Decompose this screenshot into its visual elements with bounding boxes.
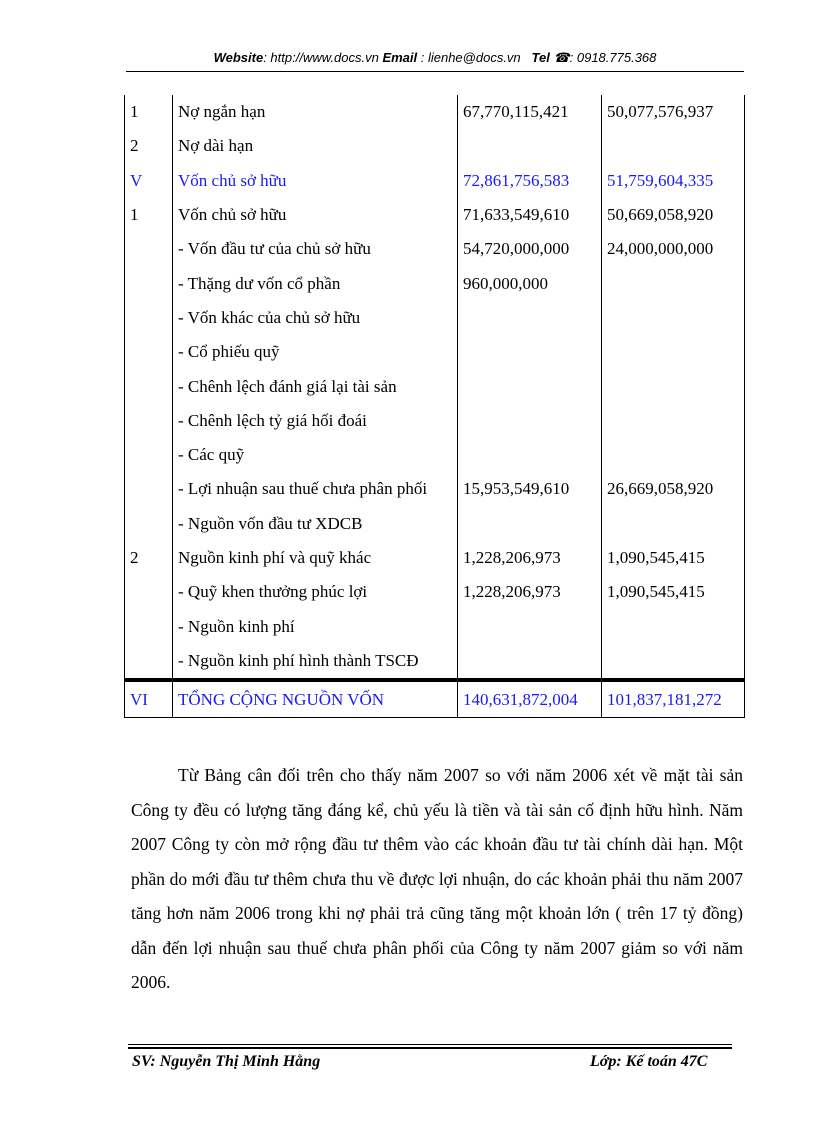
row-item: - Nguồn kinh phí [173, 609, 458, 643]
row-code: 1 [125, 95, 173, 129]
row-value-2007 [458, 438, 602, 472]
row-value-2006 [602, 404, 745, 438]
row-value-2006: 51,759,604,335 [602, 164, 745, 198]
tel-label: Tel [531, 50, 550, 65]
row-item: Nợ dài hạn [173, 129, 458, 163]
row-code [125, 438, 173, 472]
table-row [125, 680, 745, 718]
row-code [125, 609, 173, 643]
row-code: 1 [125, 198, 173, 232]
capital-table-body [125, 95, 745, 718]
row-item: Nợ ngắn hạn [173, 95, 458, 129]
row-value-2007 [458, 335, 602, 369]
row-item: - Chênh lệch tỷ giá hối đoái [173, 404, 458, 438]
row-value-2006 [602, 266, 745, 300]
row-item: - Quỹ khen thưởng phúc lợi [173, 575, 458, 609]
row-value-2007 [458, 644, 602, 680]
tel-value: ☎: 0918.775.368 [553, 50, 657, 65]
table-row [125, 301, 745, 335]
row-value-2007: 15,953,549,610 [458, 472, 602, 506]
row-item: - Các quỹ [173, 438, 458, 472]
row-value-2006: 101,837,181,272 [602, 680, 745, 718]
row-item: - Nguồn vốn đầu tư XDCB [173, 507, 458, 541]
page-header [127, 50, 743, 66]
table-row [125, 507, 745, 541]
table-row [125, 404, 745, 438]
row-value-2007: 1,228,206,973 [458, 575, 602, 609]
row-value-2007: 54,720,000,000 [458, 232, 602, 266]
row-item: Vốn chủ sở hữu [173, 198, 458, 232]
row-value-2006 [602, 335, 745, 369]
row-value-2006: 1,090,545,415 [602, 575, 745, 609]
table-row [125, 266, 745, 300]
row-code [125, 232, 173, 266]
row-value-2006: 50,077,576,937 [602, 95, 745, 129]
row-code [125, 472, 173, 506]
paragraph-text: Từ Bảng cân đối trên cho thấy năm 2007 so với năm 2006 xét về mặt tài sản Công ty đều có lượng tăng đáng kể, chủ yếu là tiền và tài sản cố định hữu hình. Năm 2007 Công ty còn mở rộng đầu tư thêm vào các khoản đầu tư tài chính dài hạn. Một phần do mới đầu tư thêm chưa thu về được lợi nhuận, do các khoản phải thu năm 2007 tăng hơn năm 2006 trong khi nợ phải trả cũng tăng một khoản lớn ( trên 17 tỷ đồng) dẫn đến lợi nhuận sau thuế chưa phân phối của Công ty năm 2007 giảm so với năm 2006. [131, 765, 743, 992]
analysis-paragraph [131, 758, 743, 1000]
row-value-2006 [602, 644, 745, 680]
row-value-2007 [458, 404, 602, 438]
table-row [125, 232, 745, 266]
row-code [125, 507, 173, 541]
row-item: TỔNG CỘNG NGUỒN VỐN [173, 680, 458, 718]
row-value-2006: 26,669,058,920 [602, 472, 745, 506]
table-row [125, 335, 745, 369]
row-value-2007 [458, 609, 602, 643]
table-row [125, 609, 745, 643]
table-row [125, 575, 745, 609]
row-value-2007: 72,861,756,583 [458, 164, 602, 198]
table-row [125, 369, 745, 403]
table-row [125, 438, 745, 472]
row-item: - Vốn đầu tư của chủ sở hữu [173, 232, 458, 266]
footer-divider [128, 1044, 732, 1045]
row-code [125, 266, 173, 300]
table-row [125, 164, 745, 198]
row-value-2007: 1,228,206,973 [458, 541, 602, 575]
row-value-2007 [458, 507, 602, 541]
row-code [125, 369, 173, 403]
row-item: - Nguồn kinh phí hình thành TSCĐ [173, 644, 458, 680]
row-value-2007 [458, 369, 602, 403]
footer-divider-thick [128, 1047, 732, 1049]
row-item: - Vốn khác của chủ sở hữu [173, 301, 458, 335]
row-code: VI [125, 680, 173, 718]
row-item: - Chênh lệch đánh giá lại tài sản [173, 369, 458, 403]
row-item: Vốn chủ sở hữu [173, 164, 458, 198]
row-code: 2 [125, 541, 173, 575]
website-label: Website [213, 50, 264, 65]
row-value-2006 [602, 609, 745, 643]
row-value-2006 [602, 129, 745, 163]
table-row [125, 541, 745, 575]
row-value-2007 [458, 129, 602, 163]
row-code: 2 [125, 129, 173, 163]
table-row [125, 95, 745, 129]
row-code [125, 335, 173, 369]
row-value-2006: 24,000,000,000 [602, 232, 745, 266]
row-code [125, 644, 173, 680]
row-value-2006 [602, 507, 745, 541]
email-value[interactable]: : lienhe@docs.vn [417, 50, 521, 65]
table-row [125, 129, 745, 163]
website-value[interactable]: : http://www.docs.vn [263, 50, 379, 65]
row-value-2006: 50,669,058,920 [602, 198, 745, 232]
row-value-2007: 140,631,872,004 [458, 680, 602, 718]
table-row [125, 198, 745, 232]
table-row [125, 644, 745, 680]
row-value-2007 [458, 301, 602, 335]
row-value-2007: 71,633,549,610 [458, 198, 602, 232]
row-item: - Cổ phiếu quỹ [173, 335, 458, 369]
row-code [125, 301, 173, 335]
row-value-2006 [602, 438, 745, 472]
row-code: V [125, 164, 173, 198]
header-divider [126, 71, 744, 72]
row-code [125, 404, 173, 438]
row-value-2007: 67,770,115,421 [458, 95, 602, 129]
capital-table [124, 95, 745, 718]
row-item: - Thặng dư vốn cổ phần [173, 266, 458, 300]
row-value-2006 [602, 301, 745, 335]
row-code [125, 575, 173, 609]
email-label: Email [382, 50, 418, 65]
footer-class: Lớp: Kế toán 47C [590, 1053, 708, 1070]
table-row [125, 472, 745, 506]
row-item: - Lợi nhuận sau thuế chưa phân phối [173, 472, 458, 506]
row-value-2006: 1,090,545,415 [602, 541, 745, 575]
row-value-2007: 960,000,000 [458, 266, 602, 300]
row-value-2006 [602, 369, 745, 403]
row-item: Nguồn kinh phí và quỹ khác [173, 541, 458, 575]
footer-student: SV: Nguyễn Thị Minh Hằng [132, 1053, 321, 1070]
